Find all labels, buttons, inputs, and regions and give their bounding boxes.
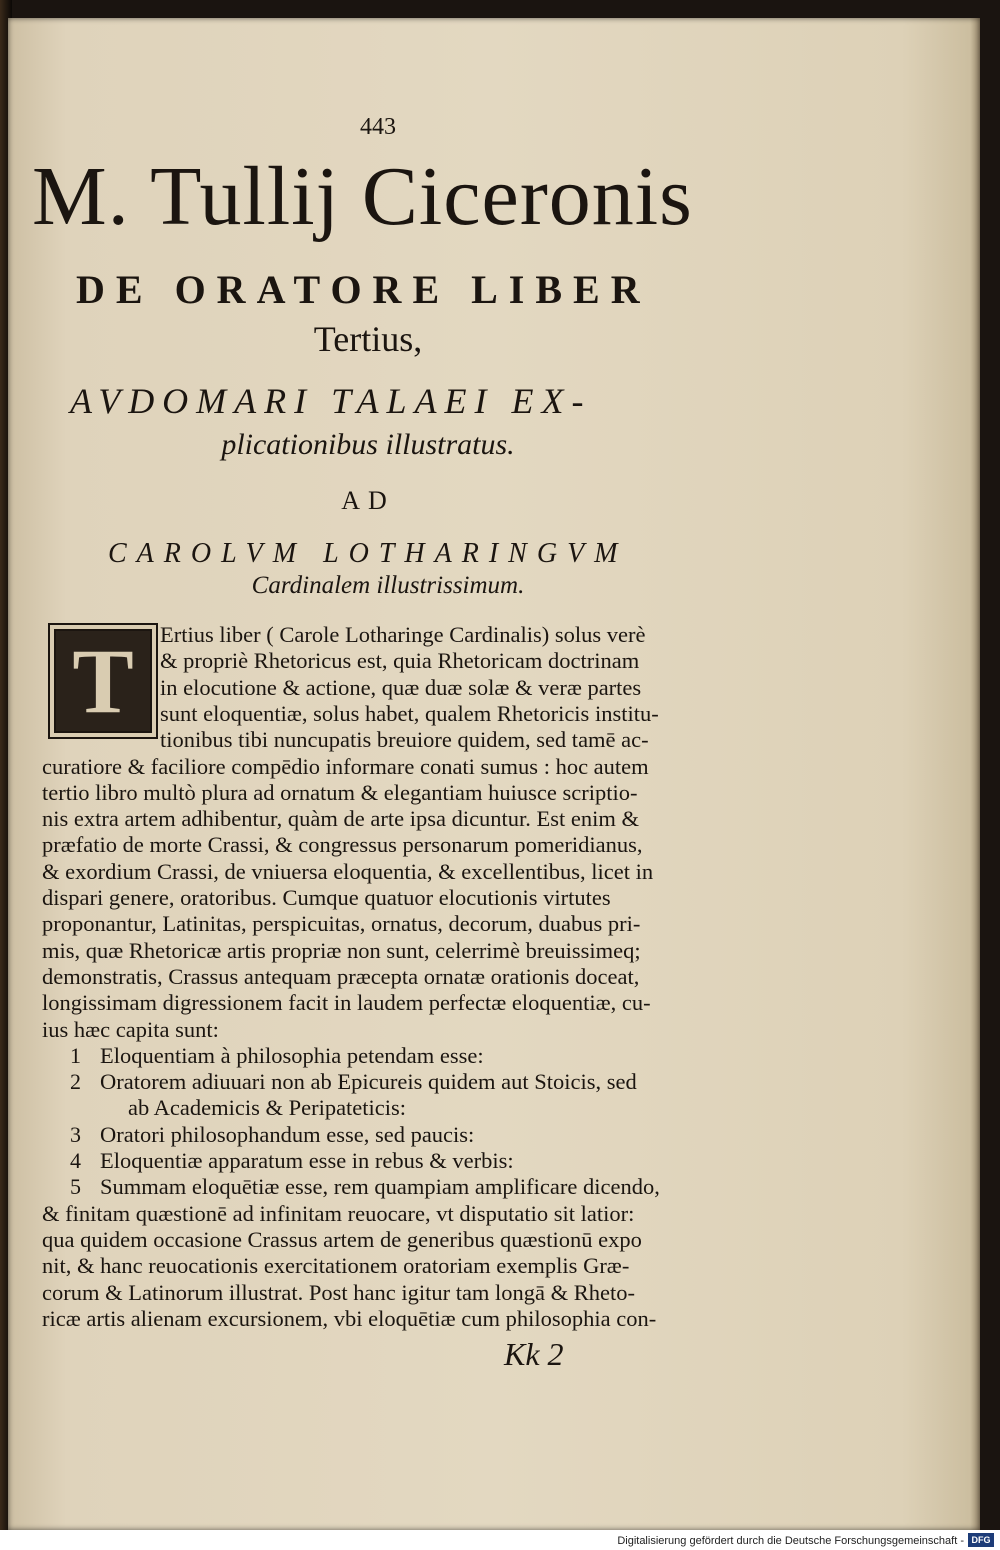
body-line: Ertius liber ( Carole Lotharinge Cardinalis) solus verè — [160, 622, 646, 647]
list-number: 5 — [70, 1174, 81, 1200]
subtitle: DE ORATORE LIBER — [76, 267, 651, 312]
list-number: 2 — [70, 1069, 81, 1095]
list-item: ab Academicis & Peripateticis: — [128, 1095, 407, 1121]
page-title: M. Tullij Ciceronis — [32, 150, 693, 243]
list-item: Eloquentiæ apparatum esse in rebus & verbis: — [100, 1148, 514, 1173]
footer-bar — [0, 1530, 1000, 1550]
body-line: proponantur, Latinitas, perspicuitas, ornatus, decorum, duabus pri- — [42, 911, 641, 937]
body-line: nit, & hanc reuocationis exercitationem oratoriam exemplis Græ- — [42, 1253, 630, 1279]
ornamental-initial — [48, 623, 158, 739]
subtitle-book-number: Tertius, — [313, 319, 423, 359]
list-item: Summam eloquētiæ esse, rem quampiam amplificare dicendo, — [100, 1174, 660, 1200]
dfg-logo: DFG — [968, 1533, 994, 1547]
body-line: sunt eloquentiæ, solus habet, qualem Rhetoricis institu- — [160, 700, 659, 726]
body-line: demonstratis, Crassus antequam præcepta ornatæ orationis doceat, — [42, 963, 640, 989]
ad-heading: AD — [341, 486, 395, 515]
body-line: qua quidem occasione Crassus artem de generibus quæstionū expo — [42, 1226, 642, 1252]
list-item: Oratorem adiuuari non ab Epicureis quidem aut Stoicis, sed — [100, 1069, 637, 1095]
body-line: curatiore & faciliore compēdio informare conati sumus : hoc autem — [42, 753, 649, 779]
body-line: corum & Latinorum illustrat. Post hanc igitur tam longā & Rheto- — [42, 1279, 636, 1305]
list-number: 3 — [70, 1121, 81, 1147]
footer-credit: Digitalisierung gefördert durch die Deutsche Forschungsgemeinschaft - — [617, 1535, 964, 1547]
list-number: 1 — [70, 1042, 81, 1068]
body-line: in elocutione & actione, quæ duæ solæ & veræ partes — [160, 674, 642, 700]
body-line: ius hæc capita sunt: — [42, 1016, 219, 1042]
author-line-1: AVDOMARI TALAEI EX- — [70, 381, 592, 421]
signature-mark: Kk 2 — [504, 1336, 564, 1372]
dedicatee-line-1: CAROLVM LOTHARINGVM — [108, 538, 628, 569]
page-shadow — [970, 18, 980, 1530]
list-number: 4 — [70, 1148, 81, 1173]
body-line: ricæ artis alienam excursionem, vbi eloquētiæ cum philosophia con- — [42, 1305, 657, 1331]
initial-letter: T — [72, 630, 134, 732]
body-line: mis, quæ Rhetoricæ artis propriæ non sunt, celerrimè breuissimeq; — [42, 937, 641, 963]
list-item: Oratori philosophandum esse, sed paucis: — [100, 1121, 475, 1147]
dedicatee-line-2: Cardinalem illustrissimum. — [251, 572, 525, 599]
author-line-2: plicationibus illustratus. — [221, 428, 515, 461]
body-line: & exordium Crassi, de vniuersa eloquentia, & excellentibus, licet in — [42, 858, 654, 884]
body-line: præfatio de morte Crassi, & congressus personarum pomeridianus, — [42, 832, 643, 858]
list-item: Eloquentiam à philosophia petendam esse: — [100, 1042, 484, 1068]
body-line: tionibus tibi nuncupatis breuiore quidem, sed tamē ac- — [160, 727, 649, 753]
page-number: 443 — [360, 114, 396, 140]
body-line: & finitam quæstionē ad infinitam reuocare, vt disputatio sit latior: — [42, 1200, 635, 1226]
book-page — [8, 18, 980, 1530]
body-line: dispari genere, oratoribus. Cumque quatuor elocutionis virtutes — [42, 885, 611, 910]
body-line: tertio libro multò plura ad ornatum & elegantiam huiusce scriptio- — [42, 779, 638, 805]
body-line: nis extra artem adhibentur, quàm de arte ipsa dicuntur. Est enim & — [42, 806, 640, 832]
body-line: & propriè Rhetoricus est, quia Rhetoricam doctrinam — [160, 648, 640, 674]
body-line: longissimam digressionem facit in laudem perfectæ eloquentiæ, cu- — [42, 990, 651, 1016]
